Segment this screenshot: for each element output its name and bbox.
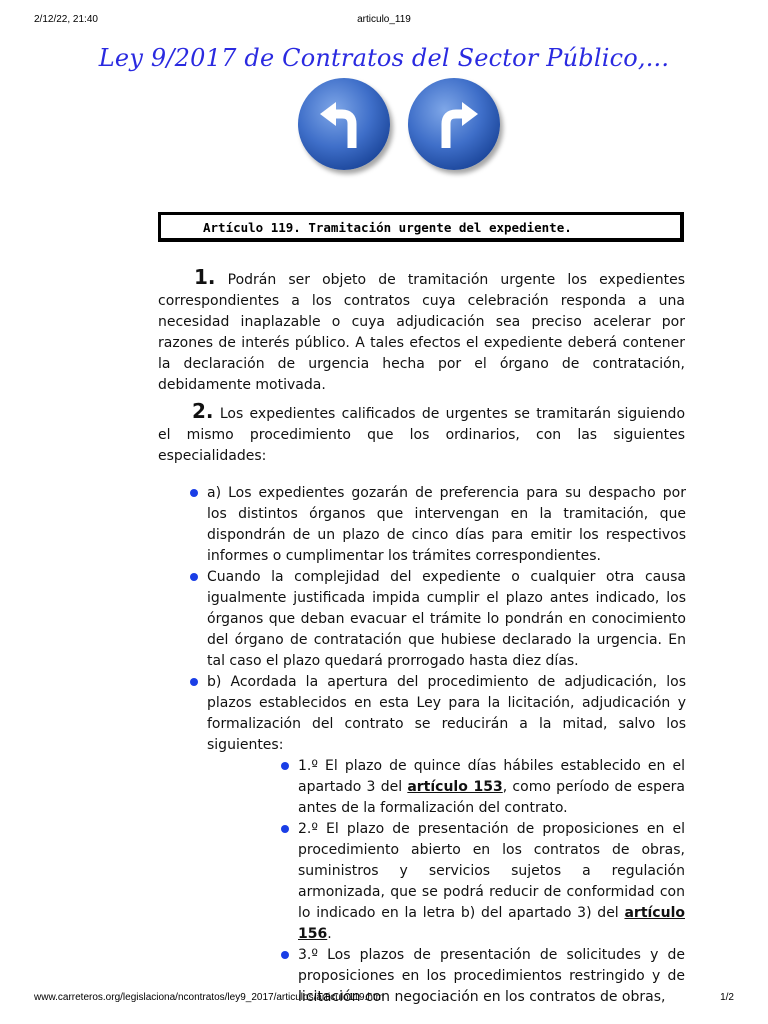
print-date: 2/12/22, 21:40: [34, 14, 98, 25]
paragraph-text: Los expedientes calificados de urgentes se tramitarán siguiendo el mismo procedimiento que los ordinarios, con las siguientes especialidades:: [158, 406, 686, 464]
print-url: www.carreteros.org/legislaciona/ncontratos/ley9_2017/articulos/articulo119.htm: [34, 992, 384, 1003]
paragraph-1: [158, 267, 685, 396]
specialities-list: [188, 483, 686, 1008]
bullet-icon: [190, 678, 198, 686]
list-item: [188, 672, 686, 1008]
bullet-icon: [281, 825, 289, 833]
next-article-button[interactable]: [408, 78, 500, 170]
sub-item-text-after: .: [327, 926, 332, 942]
article-153-link[interactable]: artículo 153: [407, 779, 503, 795]
article-heading: Artículo 119. Tramitación urgente del expediente.: [203, 220, 572, 235]
list-item: [188, 483, 686, 567]
paragraph-number: 1.: [194, 265, 216, 289]
article-156-link[interactable]: artículo 156: [298, 905, 685, 942]
sub-item-text: 1.º El plazo de quince días hábiles establecido en el apartado 3 del: [298, 758, 685, 795]
bullet-icon: [190, 489, 198, 497]
sub-list-item: [279, 756, 685, 819]
print-header: [0, 14, 768, 28]
navigation: [0, 78, 768, 170]
list-item-text: b) Acordada la apertura del procedimiento de adjudicación, los plazos establecidos en esta Ley para la licitación, adjudicación y formalización del contrato se reducirán a la mitad, salvo los siguientes:: [207, 674, 686, 753]
previous-article-button[interactable]: [298, 78, 390, 170]
turn-right-arrow-icon: [408, 78, 500, 170]
list-item-text: Cuando la complejidad del expediente o cualquier otra causa igualmente justificada impida cumplir el plazo antes indicado, los órganos que deban evacuar el trámite lo pondrán en conocimiento del órgano de contratación que hubiese declarado la urgencia. En tal caso el plazo quedará prorrogado hasta diez días.: [207, 569, 686, 669]
page-title: Ley 9/2017 de Contratos del Sector Público,...: [98, 44, 670, 72]
paragraph-text: Podrán ser objeto de tramitación urgente los expedientes correspondientes a los contratos cuya celebración responda a una necesidad inaplazable o cuya adjudicación sea preciso acelerar por razones de interés público. A tales efectos el expediente deberá contener la declaración de urgencia hecha por el órgano de contratación, debidamente motivada.: [158, 272, 685, 393]
sub-item-text: 3.º Los plazos de presentación de solicitudes y de proposiciones en los procedimientos restringido y de licitación con negociación en los contratos de obras,: [298, 947, 685, 1005]
page-number: 1/2: [720, 992, 734, 1003]
sub-list-item: [279, 819, 685, 945]
list-item: [188, 567, 686, 672]
turn-left-arrow-icon: [298, 78, 390, 170]
paragraph-2: [158, 401, 685, 467]
bullet-icon: [281, 951, 289, 959]
list-item-text: a) Los expedientes gozarán de preferencia para su despacho por los distintos órganos que intervengan en la tramitación, que dispondrán de un plazo de cinco días para emitir los respectivos informes o cumplimentar los trámites correspondientes.: [207, 485, 686, 564]
print-footer: [0, 992, 768, 1006]
bullet-icon: [281, 762, 289, 770]
exceptions-list: [279, 756, 685, 1008]
paragraph-number: 2.: [192, 399, 214, 423]
sub-item-text-after: , como período de espera antes de la formalización del contrato.: [298, 779, 686, 816]
article-heading-box: [158, 212, 684, 242]
print-doc-title: articulo_119: [357, 14, 411, 25]
bullet-icon: [190, 573, 198, 581]
sub-item-text: 2.º El plazo de presentación de proposiciones en el procedimiento abierto en los contratos de obras, suministros y servicios sujetos a regulación armonizada, que se podrá reducir de conformidad con lo indicado en la letra b) del apartado 3) del: [298, 821, 685, 921]
